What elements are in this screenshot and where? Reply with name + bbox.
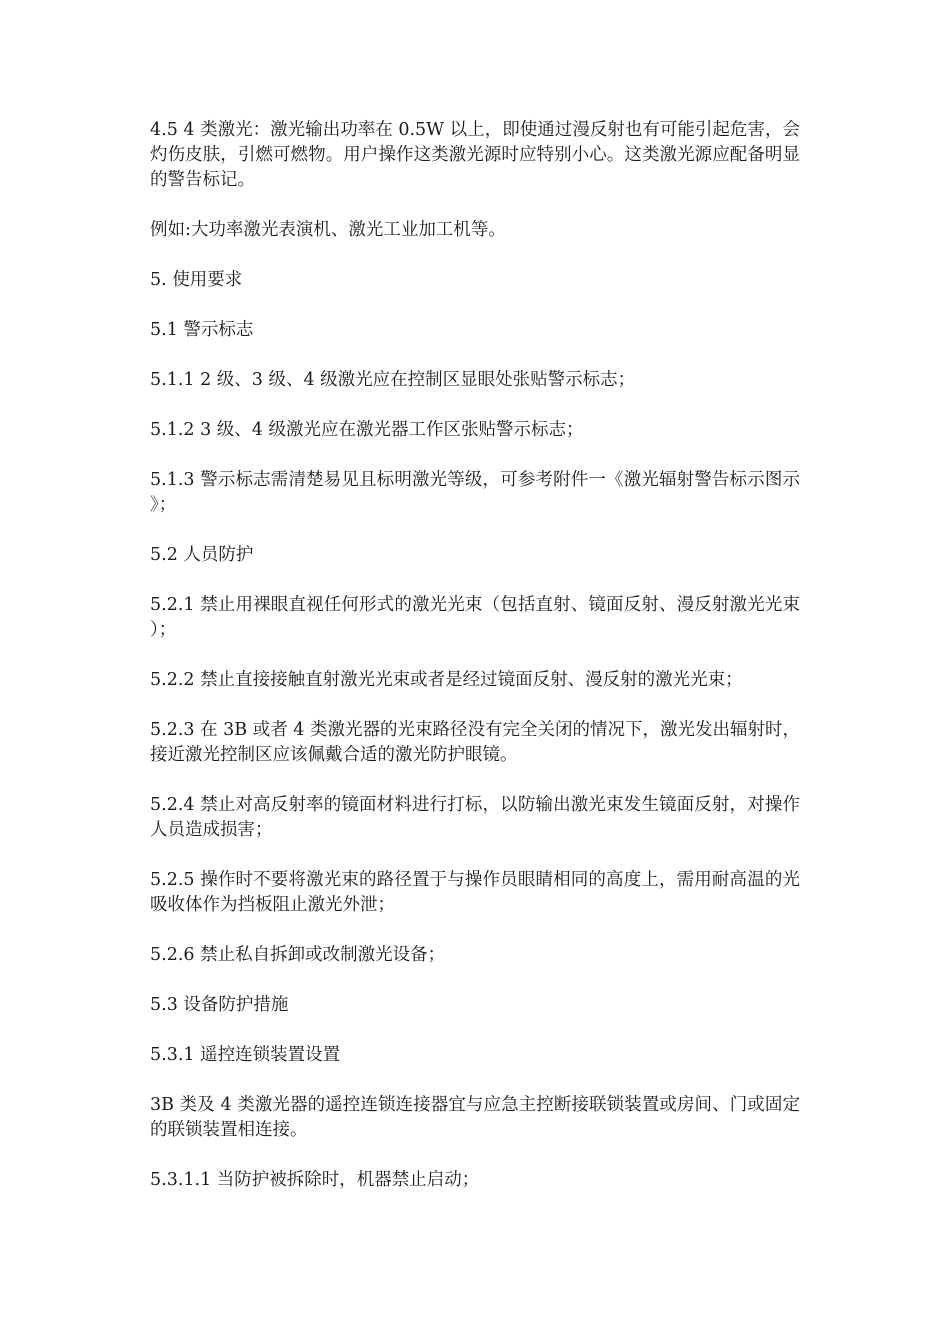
paragraph-5-2-6: 5.2.6 禁止私自拆卸或改制激光设备； bbox=[150, 945, 446, 965]
heading-5-2-personnel-protection: 5.2 人员防护 bbox=[150, 545, 254, 565]
paragraph-5-2-2: 5.2.2 禁止直接接触直射激光光束或者是经过镜面反射、漫反射的激光光束； bbox=[150, 670, 743, 690]
heading-5-3-equipment-protection: 5.3 设备防护措施 bbox=[150, 995, 289, 1015]
paragraph-5-2-4: 5.2.4 禁止对高反射率的镜面材料进行打标，以防输出激光束发生镜面反射，对操作人员造成损害； bbox=[150, 795, 800, 840]
paragraph-remote-interlock-connector: 3B 类及 4 类激光器的遥控连锁连接器宜与应急主控断接联锁装置或房间、门或固定的联锁装置相连接。 bbox=[150, 1095, 800, 1140]
paragraph-5-3-1-1: 5.3.1.1 当防护被拆除时，机器禁止启动； bbox=[150, 1170, 480, 1190]
paragraph-5-1-1: 5.1.1 2 级、3 级、4 级激光应在控制区显眼处张贴警示标志； bbox=[150, 370, 636, 390]
paragraph-example: 例如:大功率激光表演机、激光工业加工机等。 bbox=[150, 220, 506, 240]
paragraph-5-1-3: 5.1.3 警示标志需清楚易见且标明激光等级，可参考附件一《激光辐射警告标示图示》； bbox=[150, 470, 800, 515]
paragraph-5-2-5: 5.2.5 操作时不要将激光束的路径置于与操作员眼睛相同的高度上，需用耐高温的光吸收体作为挡板阻止激光外泄； bbox=[150, 870, 800, 915]
heading-5-1-warning-signs: 5.1 警示标志 bbox=[150, 320, 254, 340]
document-body bbox=[150, 118, 800, 1218]
paragraph-5-2-3: 5.2.3 在 3B 或者 4 类激光器的光束路径没有完全关闭的情况下，激光发出辐射时，接近激光控制区应该佩戴合适的激光防护眼镜。 bbox=[150, 720, 800, 765]
paragraph-5-1-2: 5.1.2 3 级、4 级激光应在激光器工作区张贴警示标志； bbox=[150, 420, 584, 440]
paragraph-4-5-class4-laser: 4.5 4 类激光：激光输出功率在 0.5W 以上，即使通过漫反射也有可能引起危害，会灼伤皮肤，引燃可燃物。用户操作这类激光源时应特别小心。这类激光源应配备明显的警告标记。 bbox=[150, 120, 800, 190]
paragraph-5-2-1: 5.2.1 禁止用裸眼直视任何形式的激光光束（包括直射、镜面反射、漫反射激光光束）； bbox=[150, 595, 800, 640]
heading-5-3-1-remote-interlock: 5.3.1 遥控连锁装置设置 bbox=[150, 1045, 341, 1065]
heading-5-usage-requirements: 5. 使用要求 bbox=[150, 270, 243, 290]
